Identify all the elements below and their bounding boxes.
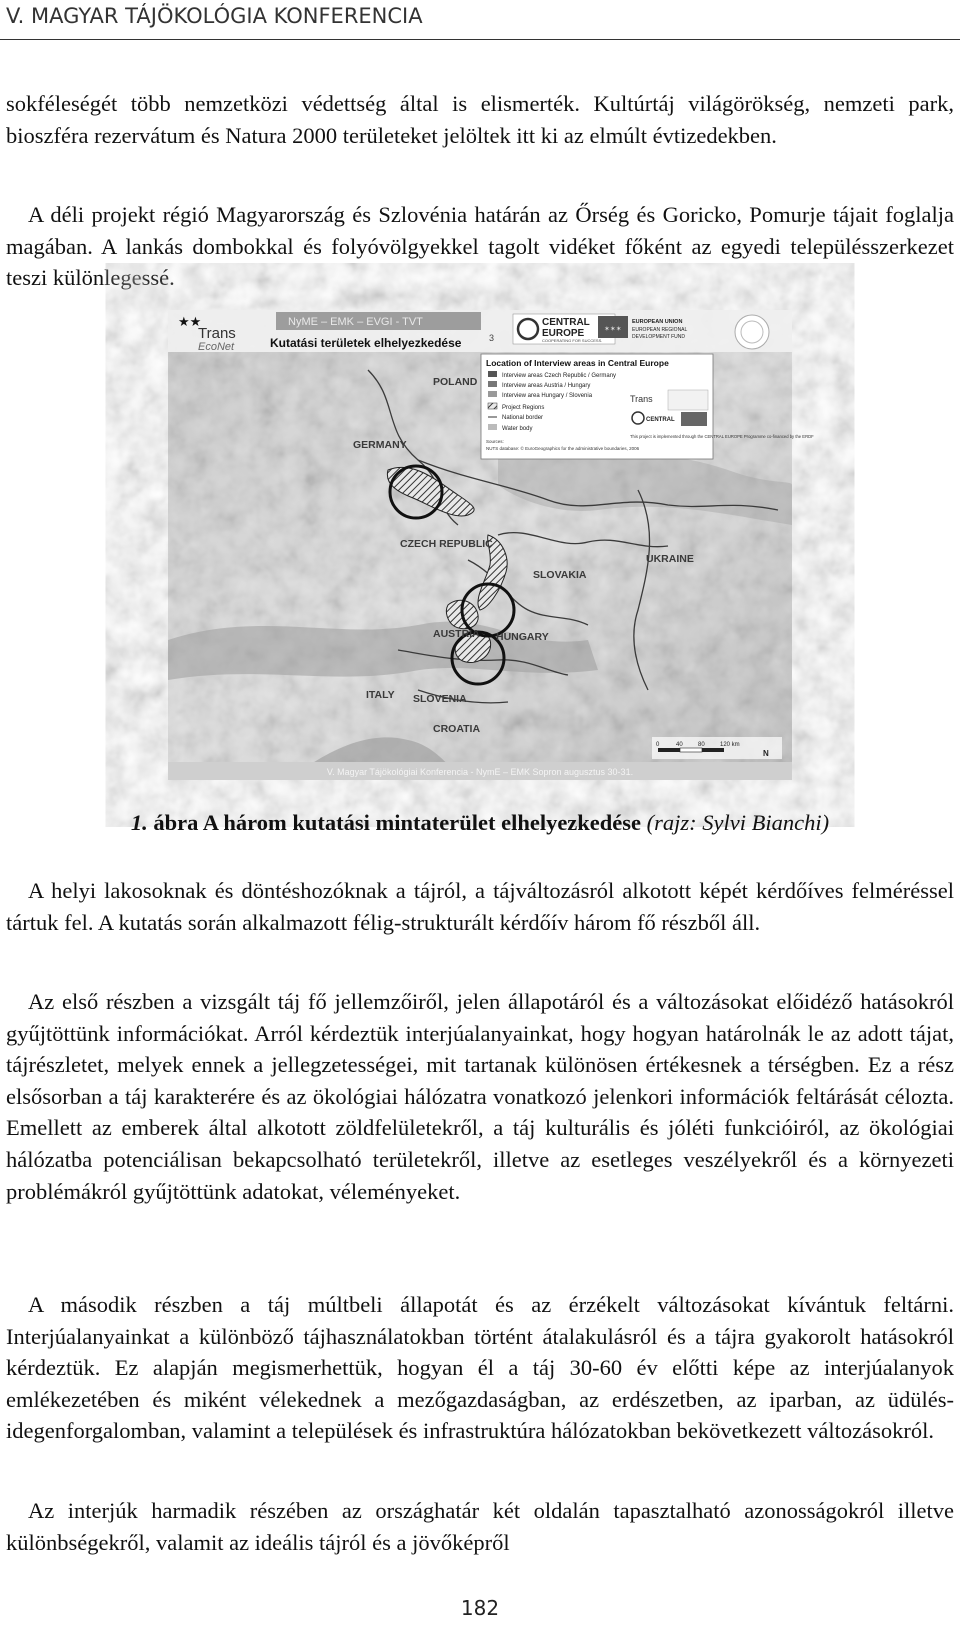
map-svg xyxy=(168,310,814,780)
svg-text:0: 0 xyxy=(656,742,660,748)
university-seal-icon xyxy=(735,315,769,349)
caption-number: 1. xyxy=(130,810,148,835)
label-slovenia: SLOVENIA xyxy=(413,693,467,705)
caption-bold-text: ábra A három kutatási mintaterület elhelyezkedése xyxy=(147,810,642,835)
eu-logo xyxy=(598,316,688,340)
figure-map xyxy=(168,310,814,780)
label-slovakia: SLOVAKIA xyxy=(533,569,587,581)
svg-text:120 km: 120 km xyxy=(720,742,740,748)
svg-text:✶✶✶: ✶✶✶ xyxy=(604,325,622,333)
running-header-title: V. MAGYAR TÁJÖKOLÓGIA KONFERENCIA xyxy=(6,4,423,28)
svg-text:CENTRAL: CENTRAL xyxy=(542,317,590,328)
page-number: 182 xyxy=(460,1596,500,1620)
caption-italic-text: (rajz: Sylvi Bianchi) xyxy=(641,810,830,835)
svg-text:DEVELOPMENT FUND: DEVELOPMENT FUND xyxy=(632,334,685,340)
legend-transeconet-logo: Trans xyxy=(630,394,653,404)
legend-item-project-regions: Project Regions xyxy=(502,405,545,411)
svg-text:EUROPEAN REGIONAL: EUROPEAN REGIONAL xyxy=(632,327,688,333)
svg-text:40: 40 xyxy=(676,742,683,748)
legend-swatch-hu-si xyxy=(488,391,497,397)
label-italy: ITALY xyxy=(366,689,395,701)
running-header xyxy=(0,0,960,40)
slide-number: 3 xyxy=(489,333,495,343)
paragraph-part-one: Az első részben a vizsgált táj fő jellemzőiről, jelen állapotáról és a változásokat előidéző hatásokról gyűjtöttünk információkat. Arról kérdeztük interjúalanyainkat, hogy hogyan határolnák le az adott tájat, tájrészletet, melyek ennek a jellegzetességei, mit tartanak különösen értékesnek a térségben. Ez a rész elsősorban a táj karakterére és az ökológiai hálózatra vonatkozó jelenkori információk feltárását célozta. Emellett az emberek által alkotott zöldfelületekről, a táj kulturális és jóléti funkcióiról, az ökológiai hálózatba potenciálisan bekapcsolható területekről, illetve az esetleges veszélyekről és a környezeti problémákról gyűjtöttünk adatokat, véleményeket. xyxy=(6,989,954,1204)
figure-caption xyxy=(0,810,960,836)
legend-swatch-water xyxy=(488,424,497,430)
legend-institute-logo xyxy=(668,390,708,410)
brand-top: Trans xyxy=(198,325,236,342)
legend-swatch-at-hu xyxy=(488,381,497,387)
label-austria: AUSTRIA xyxy=(433,628,480,640)
svg-text:80: 80 xyxy=(698,742,705,748)
legend-item-at-hu: Interview areas Austria / Hungary xyxy=(502,383,591,389)
paragraph-continued: sokféleségét több nemzetközi védettség által is elismerték. Kultúrtáj világörökség, nemzeti park, bioszféra rezervátum és Natura 2000 területeket jelöltek itt ki az elmúlt évtizedekben. xyxy=(6,91,954,148)
label-hungary: HUNGARY xyxy=(496,631,549,643)
paragraph-part-three: Az interjúk harmadik részében az országhatár két oldalán tapasztalható azonosságokról illetve különbségekről, valamit az ideális tájról és a jövőképről xyxy=(6,1498,954,1555)
svg-text:EUROPE: EUROPE xyxy=(542,328,585,339)
star-icon: ★★ xyxy=(178,314,202,329)
paragraph-south-region: A déli projekt régió Magyarország és Szlovénia határán az Őrség és Goricko, Pomurje tájait foglalja magában. A lankás dombokkal és folyóvölgyekkel tagolt vidéket főként az egyedi településszerkezet teszi különlegessé. xyxy=(6,202,954,291)
legend-item-hu-si: Interview area Hungary / Slovenia xyxy=(502,393,593,399)
svg-text:EUROPEAN UNION: EUROPEAN UNION xyxy=(632,319,683,325)
legend-program-note: This project is implemented through the CENTRAL EUROPE Programme co-financed by the ERDF xyxy=(630,434,814,439)
banner-top-text: NyME – EMK – EVGI - TVT xyxy=(288,316,423,328)
scale-bar xyxy=(652,737,782,759)
legend-sources-text: NUTS database: © EuroGeographics for the administrative boundaries, 2006 xyxy=(486,446,640,451)
label-ukraine: UKRAINE xyxy=(646,553,694,565)
label-czech-republic: CZECH REPUBLIC xyxy=(400,538,493,550)
svg-text:COOPERATING FOR SUCCESS.: COOPERATING FOR SUCCESS. xyxy=(542,338,603,343)
legend-item-water: Water body xyxy=(502,426,533,432)
figure-footer-note: V. Magyar Tájökológiai Konferencia - NymE – EMK Sopron augusztus 30-31. xyxy=(326,767,634,777)
label-poland: POLAND xyxy=(433,376,478,388)
label-croatia: CROATIA xyxy=(433,723,481,735)
legend-swatch-cz-de xyxy=(488,371,497,377)
legend-eu-flag-icon xyxy=(681,412,707,426)
legend-swatch-project-regions xyxy=(488,403,497,409)
brand-bottom: EcoNet xyxy=(198,341,235,353)
paragraph-survey-intro: A helyi lakosoknak és döntéshozóknak a tájról, a tájváltozásról alkotott képét kérdőíves felméréssel tártuk fel. A kutatás során alkalmazott félig-strukturált kérdőív három fő részből áll. xyxy=(6,878,954,935)
paragraph-part-two: A második részben a táj múltbeli állapotát és az érzékelt változásokat kívántuk feltárni. Interjúalanyainkat a különböző tájhasználatokban történt átalakulásról és a tájra gyakorolt hatásokról kérdeztük. Ez alapján megismerhettük, hogyan él a táj 30-60 év előtti képe az interjúalanyok emlékezetében és miként vélekednek a mezőgazdaságban, az erdészetben, az iparban, az üdülés-idegenforgalomban, valamint a települések és infrastruktúra hálózatokban bekövetkezett változásokról. xyxy=(6,1292,954,1444)
label-germany: GERMANY xyxy=(353,439,407,451)
legend-title: Location of Interview areas in Central Europe xyxy=(486,358,669,368)
banner-title: Kutatási területek elhelyezkedése xyxy=(270,336,462,350)
legend-sources-label: Sources: xyxy=(486,439,504,444)
legend-item-border: National border xyxy=(502,415,544,421)
svg-text:CENTRAL: CENTRAL xyxy=(646,417,675,423)
legend-item-cz-de: Interview areas Czech Republic / Germany xyxy=(502,373,617,379)
north-arrow-icon: N xyxy=(763,749,769,758)
